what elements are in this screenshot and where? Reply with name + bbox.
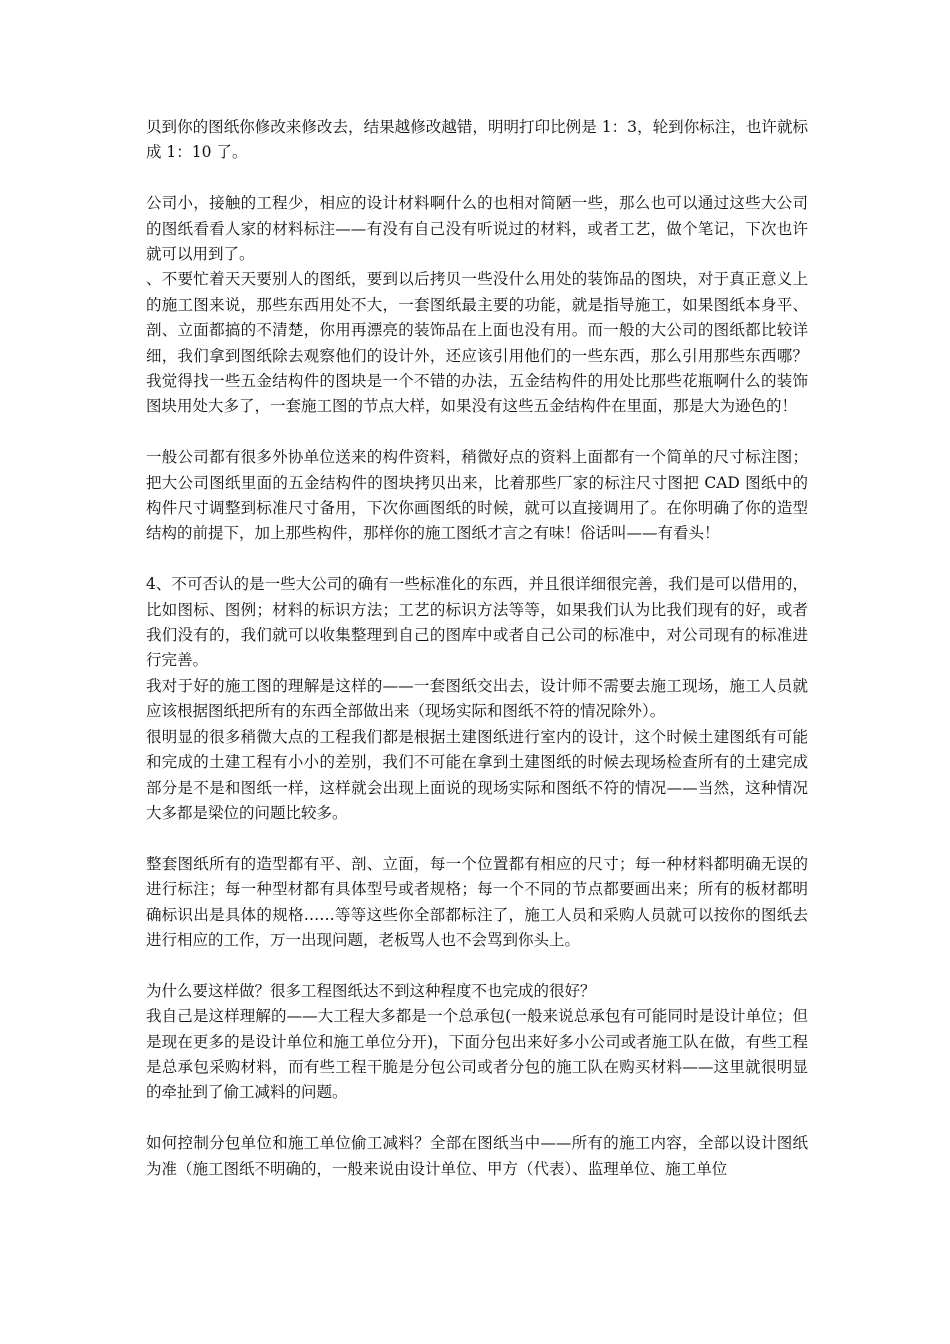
paragraph-spacer (146, 166, 808, 191)
paragraph-spacer (146, 826, 808, 851)
paragraph: 为什么要这样做？很多工程图纸达不到这种程度不也完成的很好？ (146, 981, 596, 1000)
paragraph-spacer (146, 953, 808, 978)
paragraph-spacer (146, 420, 808, 445)
paragraph: 一般公司都有很多外协单位送来的构件资料，稍微好点的资料上面都有一个简单的尺寸标注图；把大公司图纸里面的五金结构件的图块拷贝出来，比着那些厂家的标注尺寸图把 CAD 图纸中的构件尺寸调整到标准尺寸备用，下次你画图纸的时候，就可以直接调用了。在你明确了你的造型结构的前提下，加上那些构件，那样你的施工图纸才言之有味！俗话叫——有看头！ (146, 448, 808, 543)
paragraph: 如何控制分包单位和施工单位偷工减料？全部在图纸当中——所有的施工内容，全部以设计图纸为准（施工图纸不明确的，一般来说由设计单位、甲方（代表）、监理单位、施工单位 (146, 1134, 808, 1178)
document-body (146, 115, 808, 1182)
paragraph: 4、不可否认的是一些大公司的确有一些标准化的东西，并且很详细很完善，我们是可以借用的，比如图标、图例；材料的标识方法；工艺的标识方法等等，如果我们认为比我们现有的好，或者我们没有的，我们就可以收集整理到自己的图库中或者自己公司的标准中，对公司现有的标准进行完善。 (146, 575, 808, 670)
paragraph: 贝到你的图纸你修改来修改去，结果越修改越错，明明打印比例是 1：3，轮到你标注，也许就标成 1：10 了。 (146, 118, 808, 162)
paragraph: 公司小，接触的工程少，相应的设计材料啊什么的也相对简陋一些，那么也可以通过这些大公司的图纸看看人家的材料标注——有没有自己没有听说过的材料，或者工艺，做个笔记，下次也许就可以用到了。 (146, 194, 808, 264)
paragraph: 很明显的很多稍微大点的工程我们都是根据土建图纸进行室内的设计，这个时候土建图纸有可能和完成的土建工程有小小的差别，我们不可能在拿到土建图纸的时候去现场检查所有的土建完成部分是不是和图纸一样，这样就会出现上面说的现场实际和图纸不符的情况——当然，这种情况大多都是梁位的问题比较多。 (146, 727, 808, 822)
paragraph: 我自己是这样理解的——大工程大多都是一个总承包(一般来说总承包有可能同时是设计单位；但是现在更多的是设计单位和施工单位分开)，下面分包出来好多小公司或者施工队在做，有些工程是总承包采购材料，而有些工程干脆是分包公司或者分包的施工队在购买材料——这里就很明显的牵扯到了偷工减料的问题。 (146, 1007, 808, 1102)
paragraph: 我对于好的施工图的理解是这样的——一套图纸交出去，设计师不需要去施工现场，施工人员就应该根据图纸把所有的东西全部做出来（现场实际和图纸不符的情况除外）。 (146, 676, 808, 721)
paragraph-spacer (146, 1106, 808, 1131)
paragraph-spacer (146, 547, 808, 572)
paragraph: 整套图纸所有的造型都有平、剖、立面，每一个位置都有相应的尺寸；每一种材料都明确无误的进行标注；每一种型材都有具体型号或者规格；每一个不同的节点都要画出来；所有的板材都明确标识出是具体的规格……等等这些你全部都标注了，施工人员和采购人员就可以按你的图纸去进行相应的工作，万一出现问题，老板骂人也不会骂到你头上。 (146, 854, 808, 949)
paragraph: 、不要忙着天天要别人的图纸，要到以后拷贝一些没什么用处的装饰品的图块，对于真正意义上的施工图来说，那些东西用处不大，一套图纸最主要的功能，就是指导施工，如果图纸本身平、剖、立面都搞的不清楚，你用再漂亮的装饰品在上面也没有用。而一般的大公司的图纸都比较详细，我们拿到图纸除去观察他们的设计外，还应该引用他们的一些东西，那么引用那些东西哪？我觉得找一些五金结构件的图块是一个不错的办法，五金结构件的用处比那些花瓶啊什么的装饰图块用处大多了，一套施工图的节点大样，如果没有这些五金结构件在里面，那是大为逊色的！ (146, 270, 808, 416)
